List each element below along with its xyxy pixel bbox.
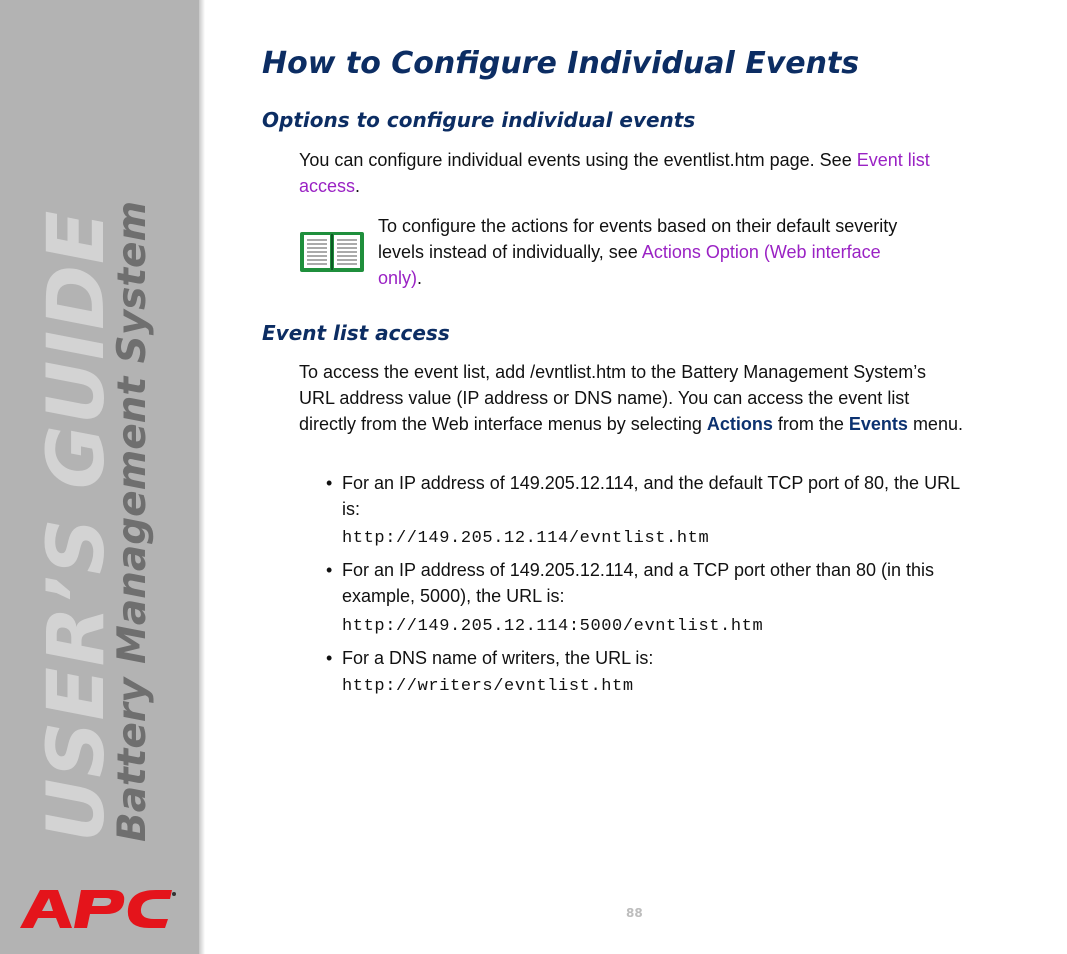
options-intro-end: . xyxy=(355,176,361,196)
users-guide-label: USER’S GUIDE xyxy=(32,209,122,842)
url-example: http://149.205.12.114/evntlist.htm xyxy=(342,529,710,548)
event-list-intro-end: menu. xyxy=(907,414,963,434)
event-list-access-link[interactable]: Event list access xyxy=(299,150,930,196)
list-item xyxy=(326,470,976,522)
event-list-intro-mid: from the xyxy=(772,414,849,434)
note-end: . xyxy=(417,268,423,288)
bullet-dot: • xyxy=(326,560,333,580)
options-intro xyxy=(299,147,974,199)
apc-logo xyxy=(18,884,178,932)
url-example: http://writers/evntlist.htm xyxy=(342,677,634,696)
options-heading: Options to configure individual events xyxy=(262,108,696,132)
note-text xyxy=(378,213,898,291)
event-list-intro-text: To access the event list, add /evntlist.htm to the Battery Management System’s URL address value (IP address or DNS name). You can access the event list directly from the Web interface menus by selecting xyxy=(299,362,926,434)
url-example: http://149.205.12.114:5000/evntlist.htm xyxy=(342,617,764,636)
page-title: How to Configure Individual Events xyxy=(262,46,860,81)
actions-option-link[interactable]: Actions Option (Web interface only) xyxy=(378,242,881,288)
sidebar-shadow xyxy=(199,0,205,954)
page-number: 88 xyxy=(626,906,643,920)
bullet-text: For an IP address of 149.205.12.114, and the default TCP port of 80, the URL is: xyxy=(342,473,960,519)
bullet-dot: • xyxy=(326,648,333,668)
bullet-text: For a DNS name of writers, the URL is: xyxy=(342,648,654,668)
event-list-heading: Event list access xyxy=(262,321,450,345)
list-item xyxy=(326,557,976,609)
event-list-intro xyxy=(299,359,964,437)
book-icon xyxy=(299,231,365,273)
bullet-text: For an IP address of 149.205.12.114, and a TCP port other than 80 (in this example, 5000), the URL is: xyxy=(342,560,935,606)
actions-menu-label: Actions xyxy=(706,414,773,434)
product-name-label: Battery Management System xyxy=(110,200,155,842)
options-intro-text: You can configure individual events using the eventlist.htm page. See xyxy=(299,150,857,170)
note-body: To configure the actions for events based on their default severity levels instead of individually, see xyxy=(378,216,898,262)
bullet-dot: • xyxy=(326,473,333,493)
list-item xyxy=(326,645,976,671)
events-menu-label: Events xyxy=(848,414,908,434)
